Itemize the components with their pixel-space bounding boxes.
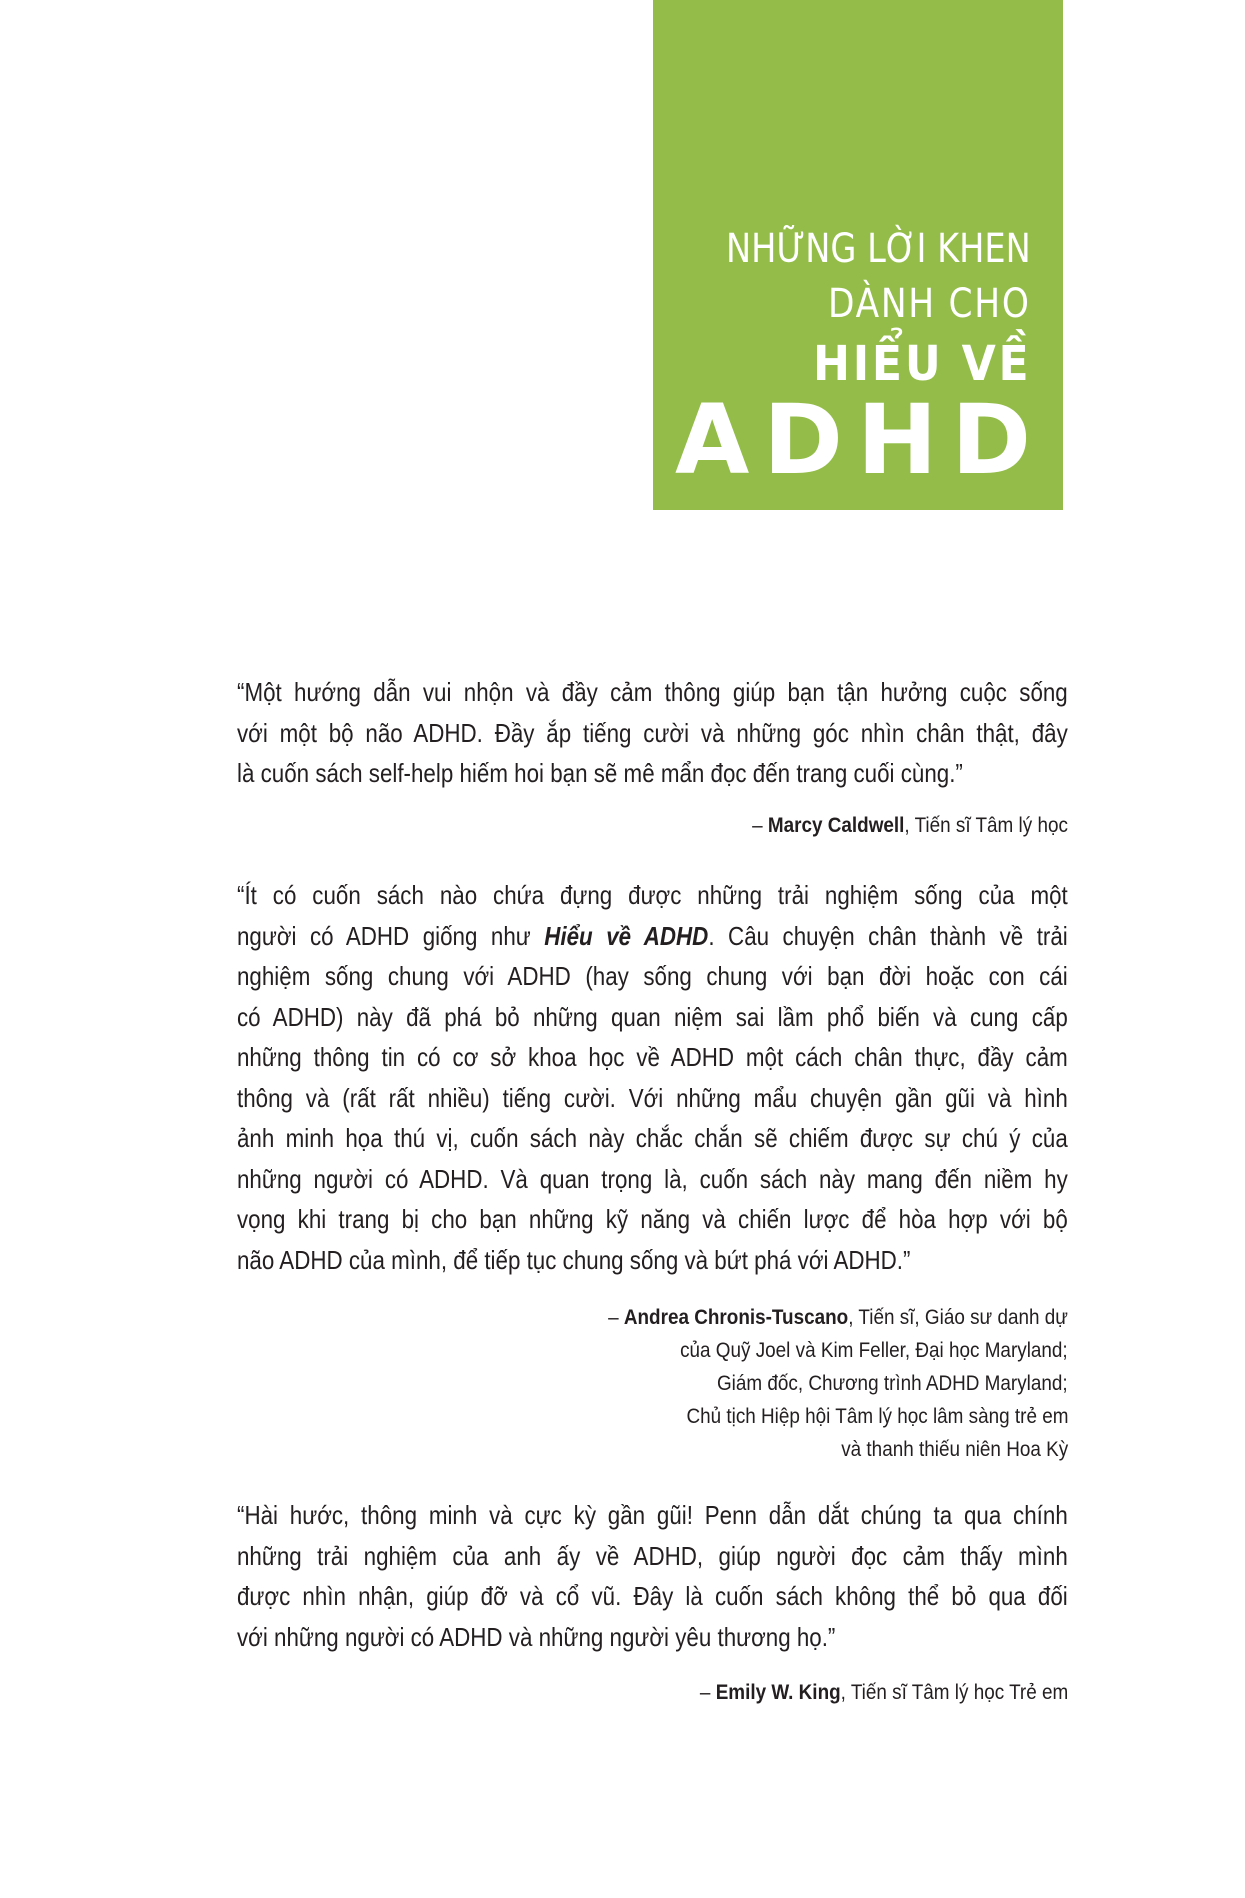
attribution [700,1680,1068,1706]
book-title-emphasis: Hiểu về ADHD [544,921,709,951]
author-name: Andrea Chronis-Tuscano [623,1306,849,1329]
attribution [608,1305,1068,1331]
quote-line: những người có ADHD. Và quan trọng là, cuốn sách này mang đến niềm hy [237,1164,1068,1194]
title-line-4: ADHD [674,384,1045,496]
quote-line: những trải nghiệm của anh ấy về ADHD, giúp người đọc cảm thấy mình [237,1541,1068,1571]
title-line-1: NHỮNG LỜI KHEN [726,226,1031,272]
title-line-2: DÀNH CHO [828,281,1031,327]
quote-line: là cuốn sách self-help hiếm hoi bạn sẽ mê mẩn đọc đến trang cuối cùng.” [237,758,963,788]
title-banner [653,0,1063,510]
attribution-line: của Quỹ Joel và Kim Feller, Đại học Maryland; [680,1339,1068,1362]
title-line-3: HIỂU VỀ [812,336,1031,392]
author-credential: , Tiến sĩ Tâm lý học Trẻ em [840,1681,1068,1704]
quote-line: “Ít có cuốn sách nào chứa đựng được những trải nghiệm sống của một [237,880,1068,910]
author-credential: , Tiến sĩ, Giáo sư danh dự [848,1306,1068,1329]
author-name: Marcy Caldwell [767,814,905,837]
quote-line: vọng khi trang bị cho bạn những kỹ năng và chiến lược để hòa hợp với bộ [237,1204,1068,1234]
quote-line: thông và (rất rất nhiều) tiếng cười. Với những mẩu chuyện gần gũi và hình [237,1083,1068,1113]
quote-line [237,921,1068,951]
quote-line: những thông tin có cơ sở khoa học về ADHD một cách chân thực, đầy cảm [237,1042,1068,1072]
quote-line: nghiệm sống chung với ADHD (hay sống chung với bạn đời hoặc con cái [237,961,1068,991]
author-name: Emily W. King [715,1681,841,1704]
attribution [752,813,1068,839]
quote-line: não ADHD của mình, để tiếp tục chung sống và bứt phá với ADHD.” [237,1245,911,1275]
quote-text: . Câu chuyện chân thành về trải [708,921,1068,951]
attribution-line: và thanh thiếu niên Hoa Kỳ [841,1438,1068,1461]
quote-line: được nhìn nhận, giúp đỡ và cổ vũ. Đây là cuốn sách không thể bỏ qua đối [237,1581,1068,1611]
quote-line: với một bộ não ADHD. Đầy ắp tiếng cười và những góc nhìn chân thật, đây [237,718,1068,748]
attribution-line: Giám đốc, Chương trình ADHD Maryland; [717,1372,1068,1395]
author-credential: , Tiến sĩ Tâm lý học [904,814,1068,837]
quote-line: với những người có ADHD và những người yêu thương họ.” [237,1622,836,1652]
quote-line: “Hài hước, thông minh và cực kỳ gần gũi! Penn dẫn dắt chúng ta qua chính [237,1500,1068,1530]
quote-line: có ADHD) này đã phá bỏ những quan niệm sai lầm phổ biến và cung cấp [237,1002,1068,1032]
quote-line: “Một hướng dẫn vui nhộn và đầy cảm thông giúp bạn tận hưởng cuộc sống [237,677,1068,707]
quote-text: người có ADHD giống như [237,921,545,951]
attribution-dash: – [608,1306,624,1329]
quote-line: ảnh minh họa thú vị, cuốn sách này chắc chắn sẽ chiếm được sự chú ý của [237,1123,1068,1153]
attribution-dash: – [752,814,768,837]
attribution-dash: – [699,1681,716,1704]
attribution-line: Chủ tịch Hiệp hội Tâm lý học lâm sàng trẻ em [685,1405,1068,1428]
